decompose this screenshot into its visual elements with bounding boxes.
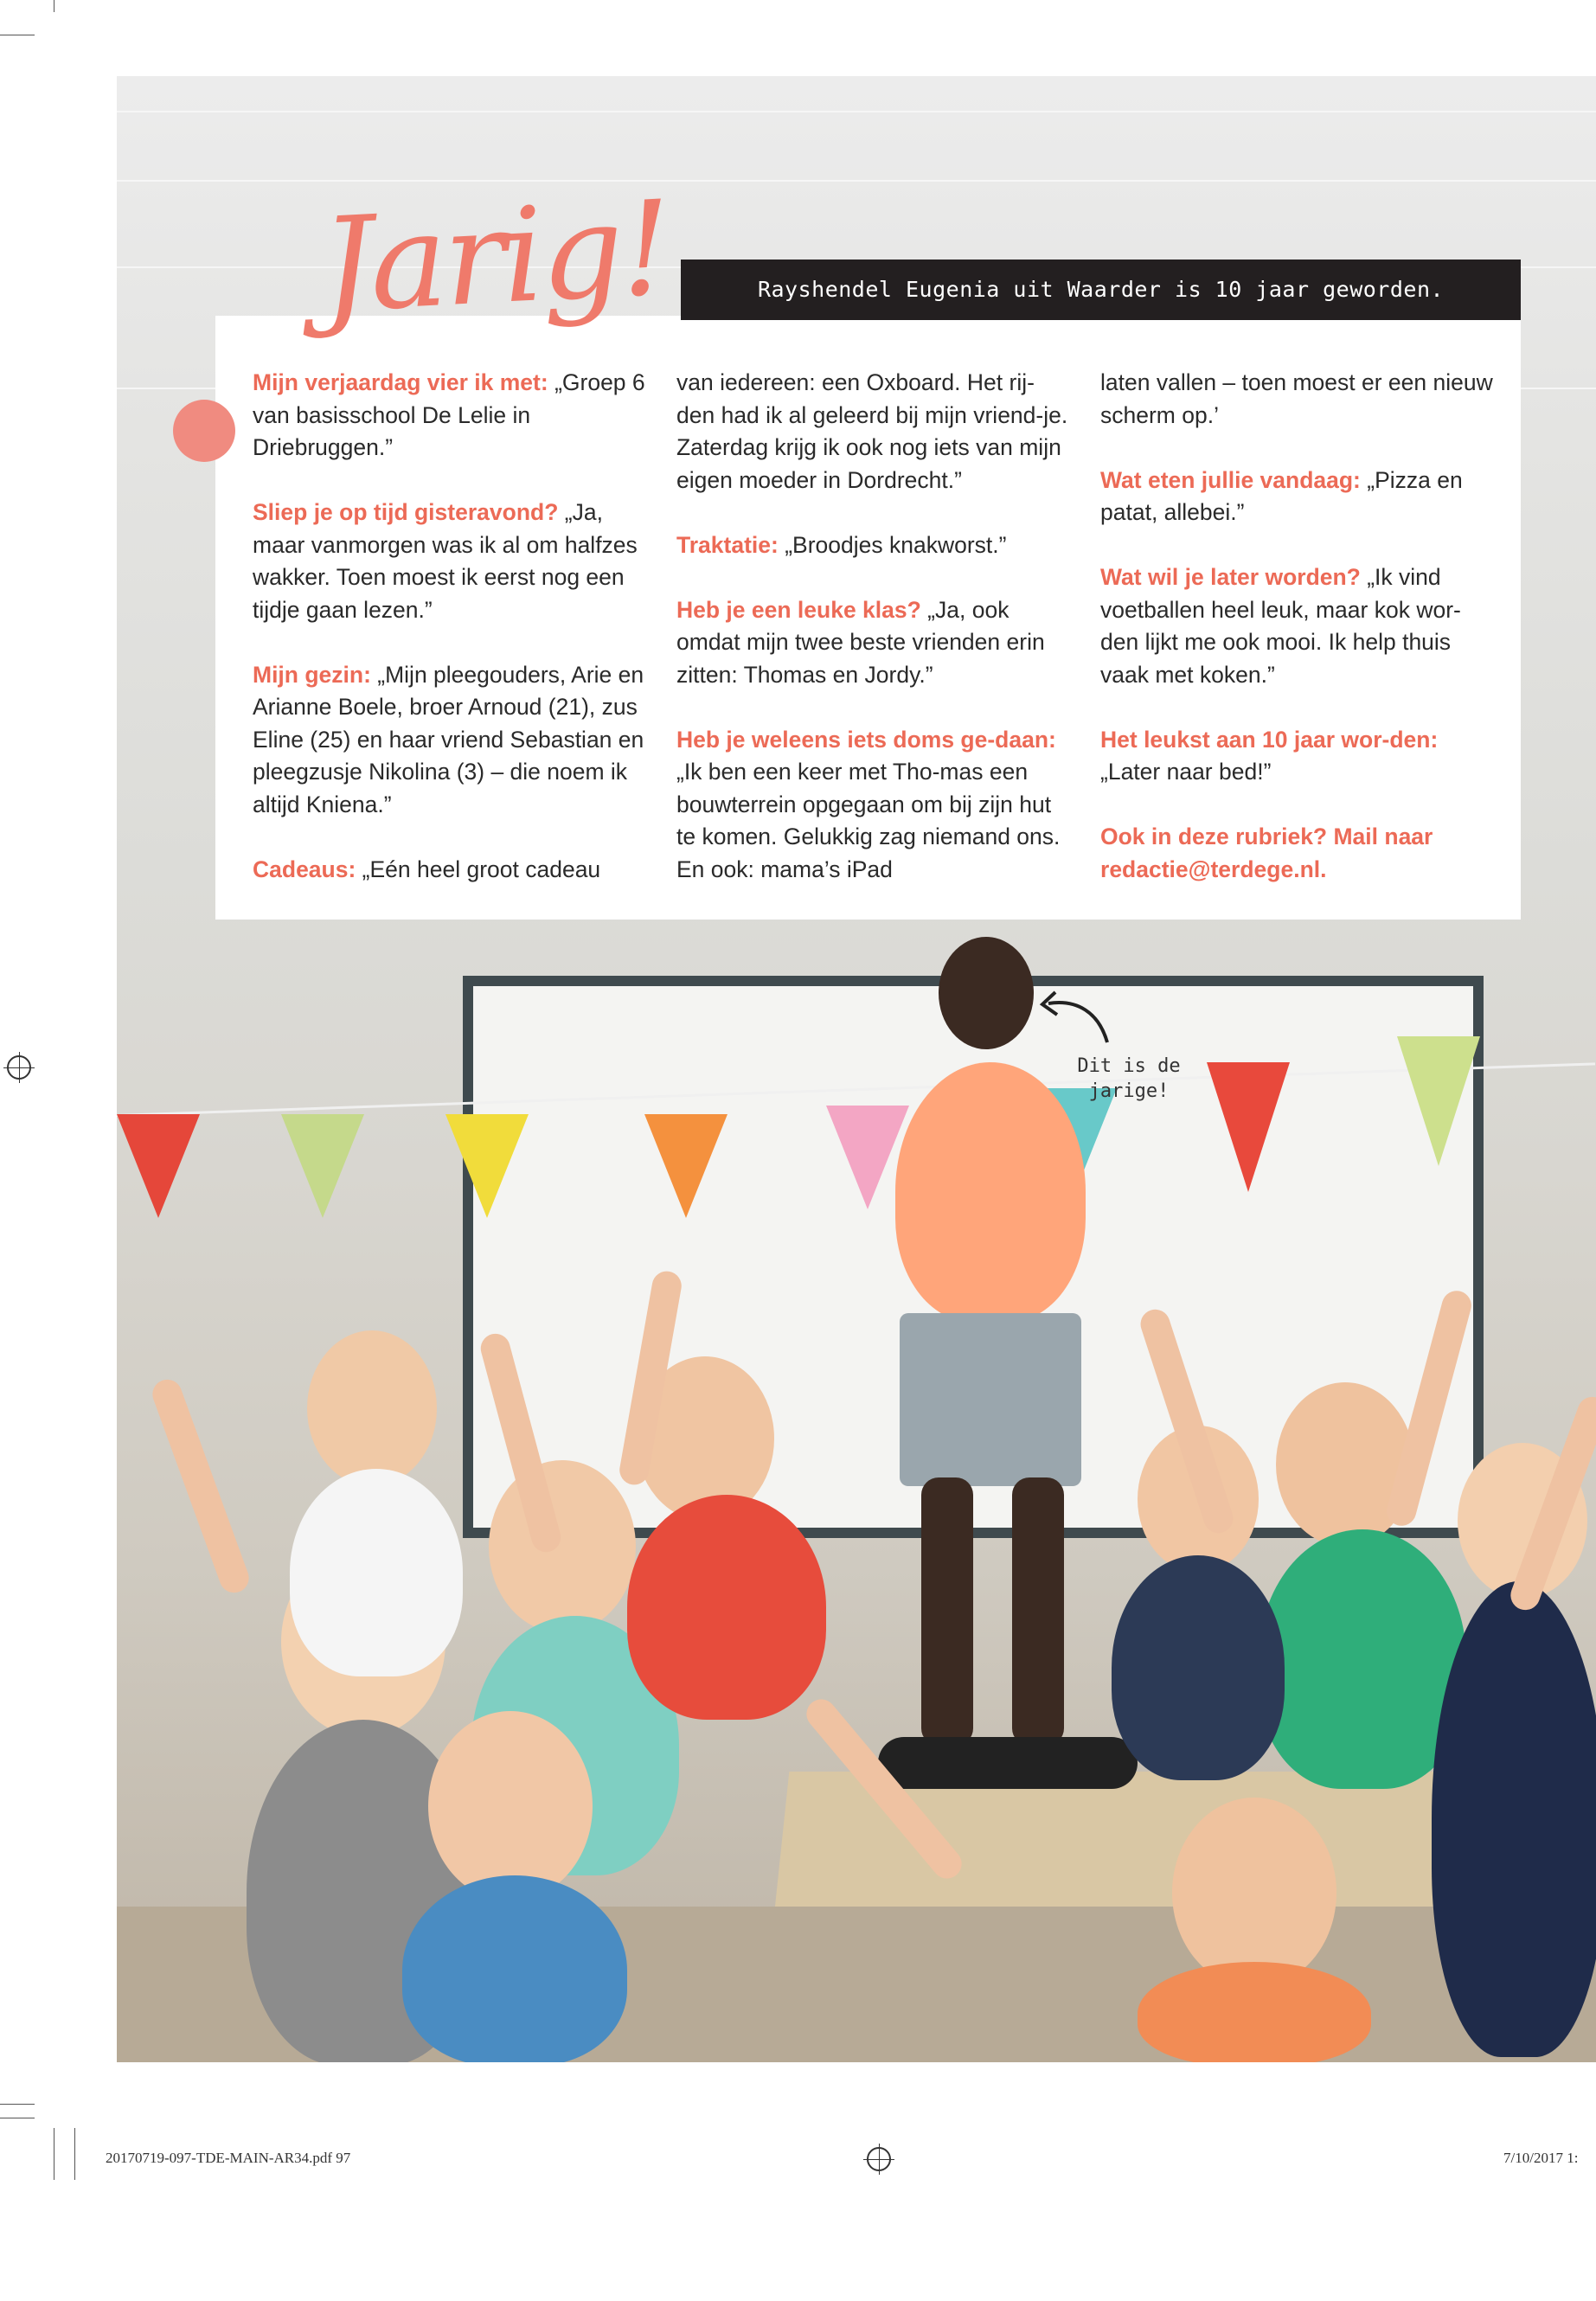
question-label: Wat wil je later worden? [1100,564,1361,590]
print-date-label: 7/10/2017 1: [1503,2150,1579,2166]
question-label: Cadeaus: [253,856,356,882]
interview-item [676,367,1070,497]
bunting-flag [281,1114,364,1218]
question-label: Wat eten jullie vandaag: [1100,466,1361,493]
text-column-3 [1100,367,1494,919]
answer-text: „Mijn pleegouders, Arie en Arianne Boele, broer Arnoud (21), zus Eline (25) en haar vriend Sebastian en pleegzusje Nikolina (3) – die noem ik altijd Kniena.” [253,661,644,817]
registration-mark-icon [7,1055,31,1080]
question-label: Het leukst aan 10 jaar wor-den: [1100,726,1439,753]
curved-arrow-icon [1029,990,1116,1051]
answer-text: van iedereen: een Oxboard. Het rij-den had ik al geleerd bij mijn vriend-je. Zaterdag krijg ik ook nog iets van mijn eigen moeder in Dordrecht.” [676,369,1068,493]
question-label: Mijn verjaardag vier ik met: [253,369,548,395]
interview-item [253,659,646,822]
answer-text: „Ik vind voetballen heel leuk, maar kok wor-den lijkt me ook mooi. Ik help thuis vaak met koken.” [1100,564,1461,688]
interview-item [253,497,646,626]
annotation-line-1: Dit is de [1077,1055,1181,1077]
contact-call-to-action: Ook in deze rubriek? Mail naar redactie@terdege.nl. [1100,824,1433,882]
birthday-child [939,937,1034,1049]
question-label: Mijn gezin: [253,661,371,688]
answer-text: „Ja, maar vanmorgen was ik al om halfzes wakker. Toen moest ik eerst nog een tijdje gaan lezen.” [253,499,638,623]
text-column-1 [253,367,646,919]
interview-item [253,854,646,887]
interview-item [1100,465,1494,529]
interview-item [676,724,1070,887]
registration-mark-icon [867,2147,891,2171]
question-label: Heb je weleens iets doms ge-daan: [676,726,1056,753]
page-title: Jarig! [317,173,673,343]
answer-text: „Eén heel groot cadeau [356,856,601,882]
annotation-line-2: jarige! [1088,1080,1170,1102]
text-column-2 [676,367,1070,919]
bunting-flag [1207,1062,1290,1192]
answer-text: „Later naar bed!” [1100,759,1272,785]
crop-mark [0,2104,35,2105]
interview-item [1100,561,1494,691]
interview-item [1100,367,1494,432]
crop-mark [74,2128,75,2180]
question-label: Traktatie: [676,531,779,558]
answer-text: „Ik ben een keer met Tho-mas een bouwterrein opgegaan om bij zijn hut te komen. Gelukkig zag niemand ons. En ook: mama’s iPad [676,759,1061,882]
interview-item [1100,724,1494,789]
answer-text: „Ja, ook omdat mijn twee beste vrienden erin zitten: Thomas en Jordy.” [676,596,1045,688]
question-label: Sliep je op tijd gisteravond? [253,499,559,525]
question-label: Heb je een leuke klas? [676,596,921,623]
photo-annotation [1042,1054,1215,1104]
print-file-label: 20170719-097-TDE-MAIN-AR34.pdf 97 [106,2150,351,2166]
answer-text: laten vallen – toen moest er een nieuw scherm op.’ [1100,369,1493,428]
bunting-flag [644,1114,727,1218]
bunting-flag [445,1114,529,1218]
interview-item [676,594,1070,692]
interview-item [253,367,646,465]
interview-item [1100,821,1494,886]
decorative-dot [173,400,235,462]
bunting-flag [117,1114,200,1218]
subtitle-banner: Rayshendel Eugenia uit Waarder is 10 jaar geworden. [681,260,1521,320]
interview-item [676,529,1070,562]
answer-text: „Pizza en patat, allebei.” [1100,466,1463,525]
answer-text: „Groep 6 van basisschool De Lelie in Driebruggen.” [253,369,645,460]
bunting-flag [1397,1036,1480,1166]
answer-text: „Broodjes knakworst.” [778,531,1007,558]
